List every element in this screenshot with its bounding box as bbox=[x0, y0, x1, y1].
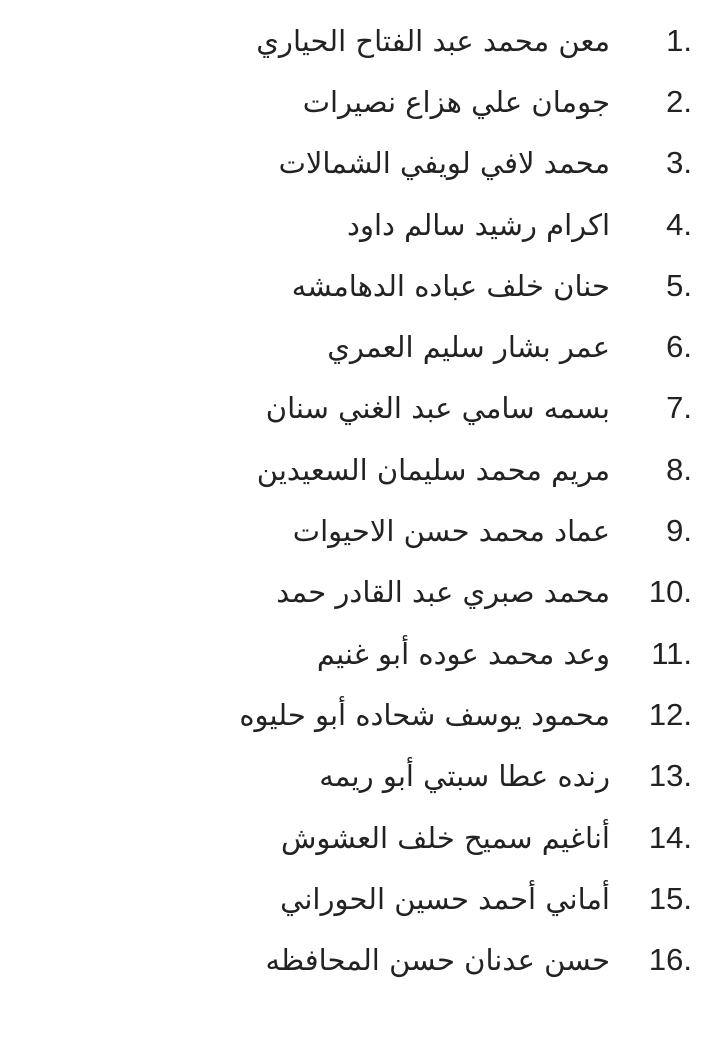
names-list bbox=[2, 10, 692, 991]
list-item-number: 11. bbox=[651, 635, 692, 671]
list-item bbox=[2, 500, 692, 561]
list-item bbox=[2, 807, 692, 868]
list-item-number: 2. bbox=[666, 83, 692, 119]
list-item-name: حسن عدنان حسن المحافظه bbox=[265, 943, 610, 978]
list-item-name: محمود يوسف شحاده أبو حليوه bbox=[239, 697, 610, 732]
list-item-name: عمر بشار سليم العمري bbox=[327, 330, 610, 365]
list-item-number: 6. bbox=[666, 329, 692, 365]
list-item bbox=[2, 746, 692, 807]
list-item-name: أماني أحمد حسين الحوراني bbox=[280, 881, 610, 916]
list-item bbox=[2, 562, 692, 623]
list-item-name: أناغيم سميح خلف العشوش bbox=[280, 820, 610, 855]
list-item-number: 9. bbox=[666, 513, 692, 549]
list-item bbox=[2, 194, 692, 255]
list-item bbox=[2, 868, 692, 929]
list-item bbox=[2, 929, 692, 990]
list-item-name: محمد لافي لويفي الشمالات bbox=[278, 146, 610, 181]
list-item-number: 3. bbox=[666, 145, 692, 181]
list-item bbox=[2, 684, 692, 745]
list-item bbox=[2, 10, 692, 71]
list-item-name: عماد محمد حسن الاحيوات bbox=[292, 514, 610, 549]
list-item-name: رنده عطا سبتي أبو ريمه bbox=[319, 759, 610, 794]
list-item-number: 12. bbox=[648, 696, 692, 732]
list-item-number: 16. bbox=[648, 942, 692, 978]
list-item bbox=[2, 439, 692, 500]
list-item-number: 1. bbox=[666, 22, 692, 58]
list-item-name: جومان علي هزاع نصيرات bbox=[302, 84, 610, 119]
list-item-name: محمد صبري عبد القادر حمد bbox=[276, 575, 610, 610]
list-item bbox=[2, 71, 692, 132]
list-item-name: حنان خلف عباده الدهامشه bbox=[291, 268, 610, 303]
list-item-number: 4. bbox=[666, 206, 692, 242]
list-item bbox=[2, 255, 692, 316]
list-item bbox=[2, 623, 692, 684]
list-item-name: بسمه سامي عبد الغني سنان bbox=[265, 391, 610, 426]
list-item bbox=[2, 316, 692, 377]
list-item-name: اكرام رشيد سالم داود bbox=[347, 207, 610, 242]
list-item-number: 13. bbox=[648, 758, 692, 794]
list-item-number: 10. bbox=[648, 574, 692, 610]
list-item-name: معن محمد عبد الفتاح الحياري bbox=[256, 23, 610, 58]
list-item-name: وعد محمد عوده أبو غنيم bbox=[316, 636, 610, 671]
list-item bbox=[2, 378, 692, 439]
list-item-number: 14. bbox=[648, 819, 692, 855]
list-item bbox=[2, 133, 692, 194]
list-item-number: 15. bbox=[648, 880, 692, 916]
list-item-name: مريم محمد سليمان السعيدين bbox=[256, 452, 610, 487]
list-item-number: 8. bbox=[666, 451, 692, 487]
list-item-number: 7. bbox=[666, 390, 692, 426]
list-item-number: 5. bbox=[666, 267, 692, 303]
